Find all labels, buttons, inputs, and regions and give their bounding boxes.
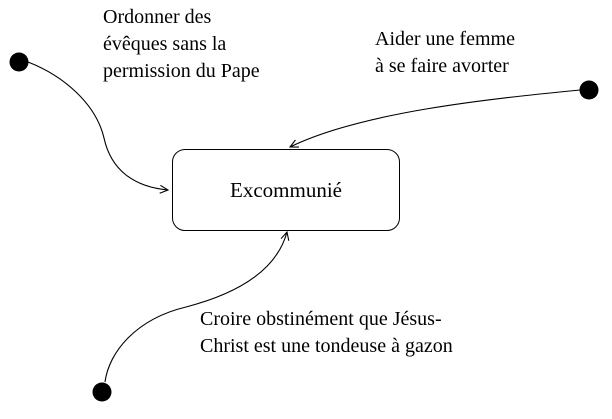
initial-state-dot-lawnmower	[93, 383, 112, 402]
transition-label-line: évêques sans la	[103, 33, 227, 55]
transition-label-ordain	[103, 4, 260, 85]
transition-label-line: Ordonner des	[103, 6, 212, 28]
initial-state-dot-ordain	[10, 53, 29, 72]
transition-arrow-abortion	[290, 90, 580, 147]
transition-label-line: permission du Pape	[103, 60, 260, 82]
transition-label-lawnmower	[200, 306, 453, 360]
initial-state-dot-abortion	[580, 81, 599, 100]
transition-label-line: Aider une femme	[375, 28, 515, 50]
transition-label-line: à se faire avorter	[375, 55, 509, 77]
transition-label-abortion	[375, 26, 515, 80]
transition-label-line: Croire obstinément que Jésus-	[200, 308, 442, 330]
transition-label-line: Christ est une tondeuse à gazon	[200, 335, 453, 357]
state-label: Excommunié	[230, 177, 342, 202]
state-box-excommunicated	[172, 149, 400, 231]
